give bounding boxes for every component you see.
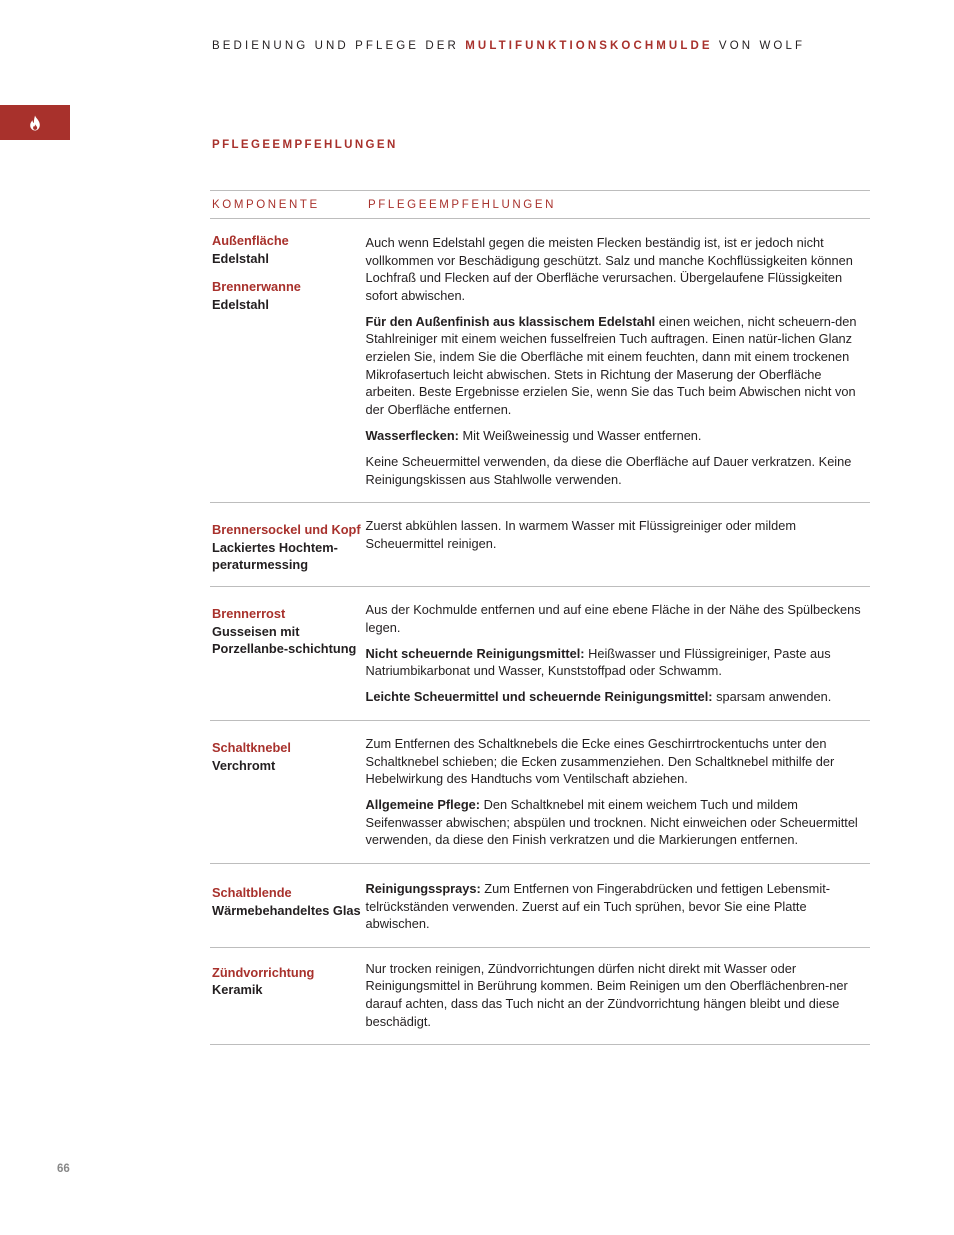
care-paragraph (366, 880, 870, 933)
care-text: sparsam anwenden. (712, 689, 832, 705)
care-cell (366, 880, 870, 933)
care-table (210, 190, 870, 1045)
running-header (212, 40, 805, 52)
care-cell (366, 735, 870, 849)
care-text: Aus der Kochmulde entfernen und auf eine ebene Fläche in der Nähe des Spülbeckens legen. (365, 602, 861, 635)
care-text: Nur trocken reinigen, Zündvorrichtungen dürfen nicht direkt mit Wasser oder Reinigungsmittel in Berührung kommen. Beim Reinigen um den Oberflächenbren-ner darauf achten, dass das Tuch nicht an der Zündvorrichtung hängen bleibt und diese beschädigt. (365, 960, 848, 1029)
care-paragraph (366, 735, 870, 788)
component-material: Wärmebehandeltes Glas (212, 902, 361, 918)
care-lead-in: Wasserflecken: (365, 427, 459, 443)
table-row (210, 864, 870, 948)
table-row (210, 503, 870, 587)
care-text: Zum Entfernen von Fingerabdrücken und fettigen Lebensmit-telrückständen verwenden. Zuerst auf ein Tuch sprühen, bevor Sie eine Platte abwischen. (365, 881, 831, 932)
section-tab (0, 105, 70, 140)
component-material: Edelstahl (212, 296, 269, 312)
care-paragraph (366, 688, 870, 706)
section-title: PFLEGEEMPFEHLUNGEN (212, 139, 398, 151)
care-text: Auch wenn Edelstahl gegen die meisten Flecken beständig ist, ist er jedoch nicht vollkommen vor Beschädigung geschützt. Salz und manche Kochflüssigkeiten können Lochfraß und Flecken auf der Oberfläche verursachen. Übergelaufene Flüssigkeiten sofort abwischen. (365, 235, 853, 303)
component-name: Zündvorrichtung (212, 964, 315, 980)
component-entry (212, 278, 366, 313)
component-cell (210, 880, 366, 933)
header-suffix: VON WOLF (712, 40, 806, 52)
component-entry (212, 605, 366, 658)
column-header-component: KOMPONENTE (212, 198, 320, 211)
care-paragraph (366, 427, 870, 445)
component-name: Schaltknebel (212, 739, 291, 755)
care-text: Den Schaltknebel mit einem weichem Tuch und mildem Seifenwasser abwischen; abspülen und trocknen. Nicht einweichen oder Scheuermittel verwenden, da diese den Finish verkratzen und die Markierungen entfernen. (365, 797, 858, 848)
component-name: Schaltblende (212, 885, 292, 901)
component-cell (210, 229, 366, 488)
care-lead-in: Nicht scheuernde Reinigungsmittel: (365, 645, 585, 661)
component-entry (212, 232, 366, 267)
care-cell (366, 960, 870, 1030)
component-entry (212, 884, 366, 919)
care-paragraph (366, 453, 870, 488)
table-header (210, 190, 870, 219)
component-entry (212, 964, 366, 999)
care-paragraph (366, 517, 870, 552)
table-row (210, 721, 870, 864)
table-row (210, 587, 870, 721)
page-number: 66 (57, 1163, 70, 1175)
component-name: Brennerwanne (212, 279, 301, 295)
component-material: Keramik (212, 982, 263, 998)
care-lead-in: Leichte Scheuermittel und scheuernde Reinigungsmittel: (365, 689, 713, 705)
care-cell (366, 229, 870, 488)
component-material: Edelstahl (212, 250, 269, 266)
component-entry (212, 739, 366, 774)
flame-icon (29, 115, 41, 131)
component-name: Außenfläche (212, 233, 289, 248)
header-product: MULTIFUNKTIONSKOCHMULDE (465, 40, 713, 52)
table-body (210, 219, 870, 1045)
column-header-care: PFLEGEEMPFEHLUNGEN (368, 198, 557, 211)
care-cell (366, 517, 870, 574)
component-material: Verchromt (212, 757, 276, 773)
table-row (210, 219, 870, 503)
component-entry (212, 521, 366, 574)
component-material: Lackiertes Hochtem-peraturmessing (212, 539, 338, 573)
table-row (210, 948, 870, 1045)
component-cell (210, 960, 366, 1030)
care-paragraph (366, 796, 870, 849)
component-name: Brennerrost (212, 606, 286, 621)
care-text: Mit Weißweinessig und Wasser entfernen. (458, 427, 702, 443)
care-paragraph (366, 234, 870, 304)
care-text: Heißwasser und Flüssigreiniger, Paste aus Natriumbikarbonat und Wasser, Kunststoffpad oder Schwamm. (365, 645, 831, 679)
care-text: Keine Scheuermittel verwenden, da diese die Oberfläche auf Dauer verkratzen. Keine Reinigungskissen aus Stahlwolle verwenden. (365, 454, 852, 487)
care-cell (366, 601, 870, 706)
care-text: einen weichen, nicht scheuern-den Stahlreiniger mit einem weichen fusselfreien Tuch auftragen. Einen natür-lichen Glanz erzielen Sie, indem Sie die Oberfläche mit einem feuchten, dann mit einem trockenen Mikrofasertuch leicht abwischen. Stets in Richtung der Maserung der Oberfläche arbeiten. Beste Ergebnisse erzielen Sie, wenn Sie das Tuch beim Abwischen nicht von der Oberfläche entfernen. (365, 313, 857, 417)
header-prefix: BEDIENUNG UND PFLEGE DER (212, 40, 466, 52)
component-cell (210, 601, 366, 706)
component-material: Gusseisen mit Porzellanbe-schichtung (212, 623, 357, 657)
care-lead-in: Allgemeine Pflege: (365, 797, 481, 813)
care-paragraph (366, 313, 870, 419)
care-text: Zuerst abkühlen lassen. In warmem Wasser mit Flüssigreiniger oder mildem Scheuermittel reinigen. (365, 518, 797, 551)
care-paragraph (366, 645, 870, 680)
care-paragraph (366, 601, 870, 636)
component-cell (210, 735, 366, 849)
component-name: Brennersockel und Kopf (212, 522, 361, 538)
care-lead-in: Für den Außenfinish aus klassischem Edelstahl (365, 313, 656, 329)
care-paragraph (366, 960, 870, 1030)
care-lead-in: Reinigungssprays: (365, 881, 481, 897)
care-text: Zum Entfernen des Schaltknebels die Ecke eines Geschirrtrockentuchs unter den Schaltknebel schieben; die Ecken zusammenziehen. Den Schaltknebel mithilfe der Hebelwirkung des Handtuchs vom Ventilschaft abziehen. (365, 735, 835, 787)
component-cell (210, 517, 366, 574)
